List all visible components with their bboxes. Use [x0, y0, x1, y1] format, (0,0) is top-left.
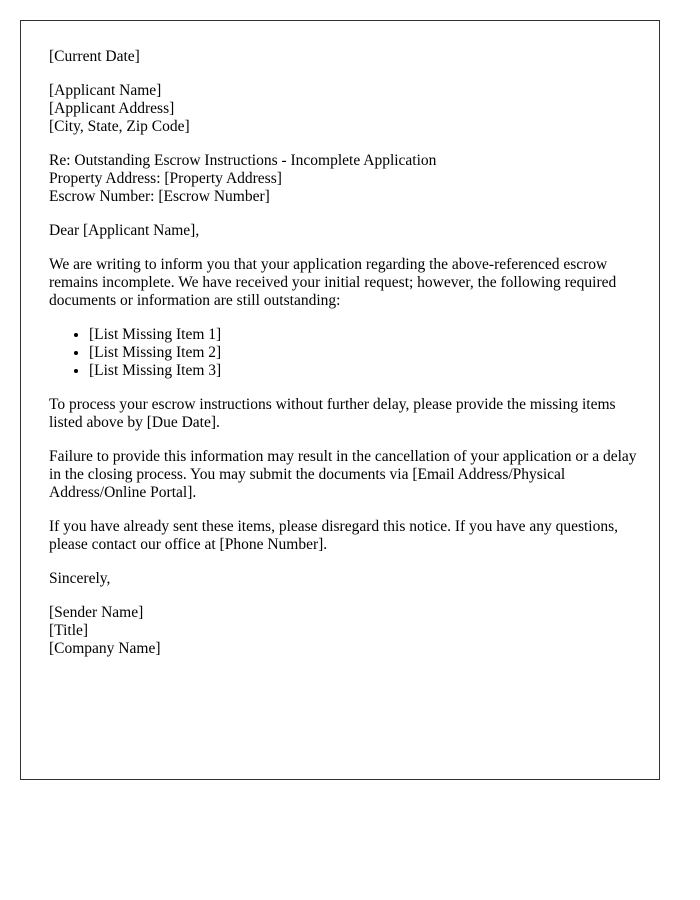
disregard-paragraph: If you have already sent these items, please disregard this notice. If you have any questions, please contact our office at [Phone Number]. [49, 518, 619, 553]
recipient-name: [Applicant Name] [49, 82, 162, 99]
salutation: Dear [Applicant Name], [49, 222, 200, 239]
failure-paragraph: Failure to provide this information may result in the cancellation of your application or a delay in the closing process. You may submit the documents via [Email Address/Physical Address/Online Portal]. [49, 448, 637, 501]
letter-date: [Current Date] [49, 48, 140, 65]
signature-block [49, 604, 631, 658]
intro-paragraph: We are writing to inform you that your application regarding the above-referenced escrow remains incomplete. We have received your initial request; however, the following required documents or information are still outstanding: [49, 256, 617, 309]
recipient-block [49, 82, 631, 136]
subject-re-line: Re: Outstanding Escrow Instructions - Incomplete Application [49, 152, 437, 169]
subject-property-line: Property Address: [Property Address] [49, 170, 282, 187]
closing: Sincerely, [49, 570, 111, 587]
recipient-city-state-zip: [City, State, Zip Code] [49, 118, 190, 135]
missing-item: • [List Missing Item 1] [89, 326, 631, 344]
letter-date-block [49, 48, 631, 66]
recipient-address: [Applicant Address] [49, 100, 175, 117]
subject-escrow-line: Escrow Number: [Escrow Number] [49, 188, 270, 205]
process-paragraph: To process your escrow instructions without further delay, please provide the missing items listed above by [Due Date]. [49, 396, 616, 431]
missing-item: • [List Missing Item 2] [89, 344, 631, 362]
sender-company: [Company Name] [49, 640, 161, 657]
missing-item: • [List Missing Item 3] [89, 362, 631, 380]
subject-block [49, 152, 631, 206]
sender-title: [Title] [49, 622, 89, 639]
letter-page [20, 20, 660, 780]
missing-items-list [49, 326, 631, 380]
sender-name: [Sender Name] [49, 604, 144, 621]
